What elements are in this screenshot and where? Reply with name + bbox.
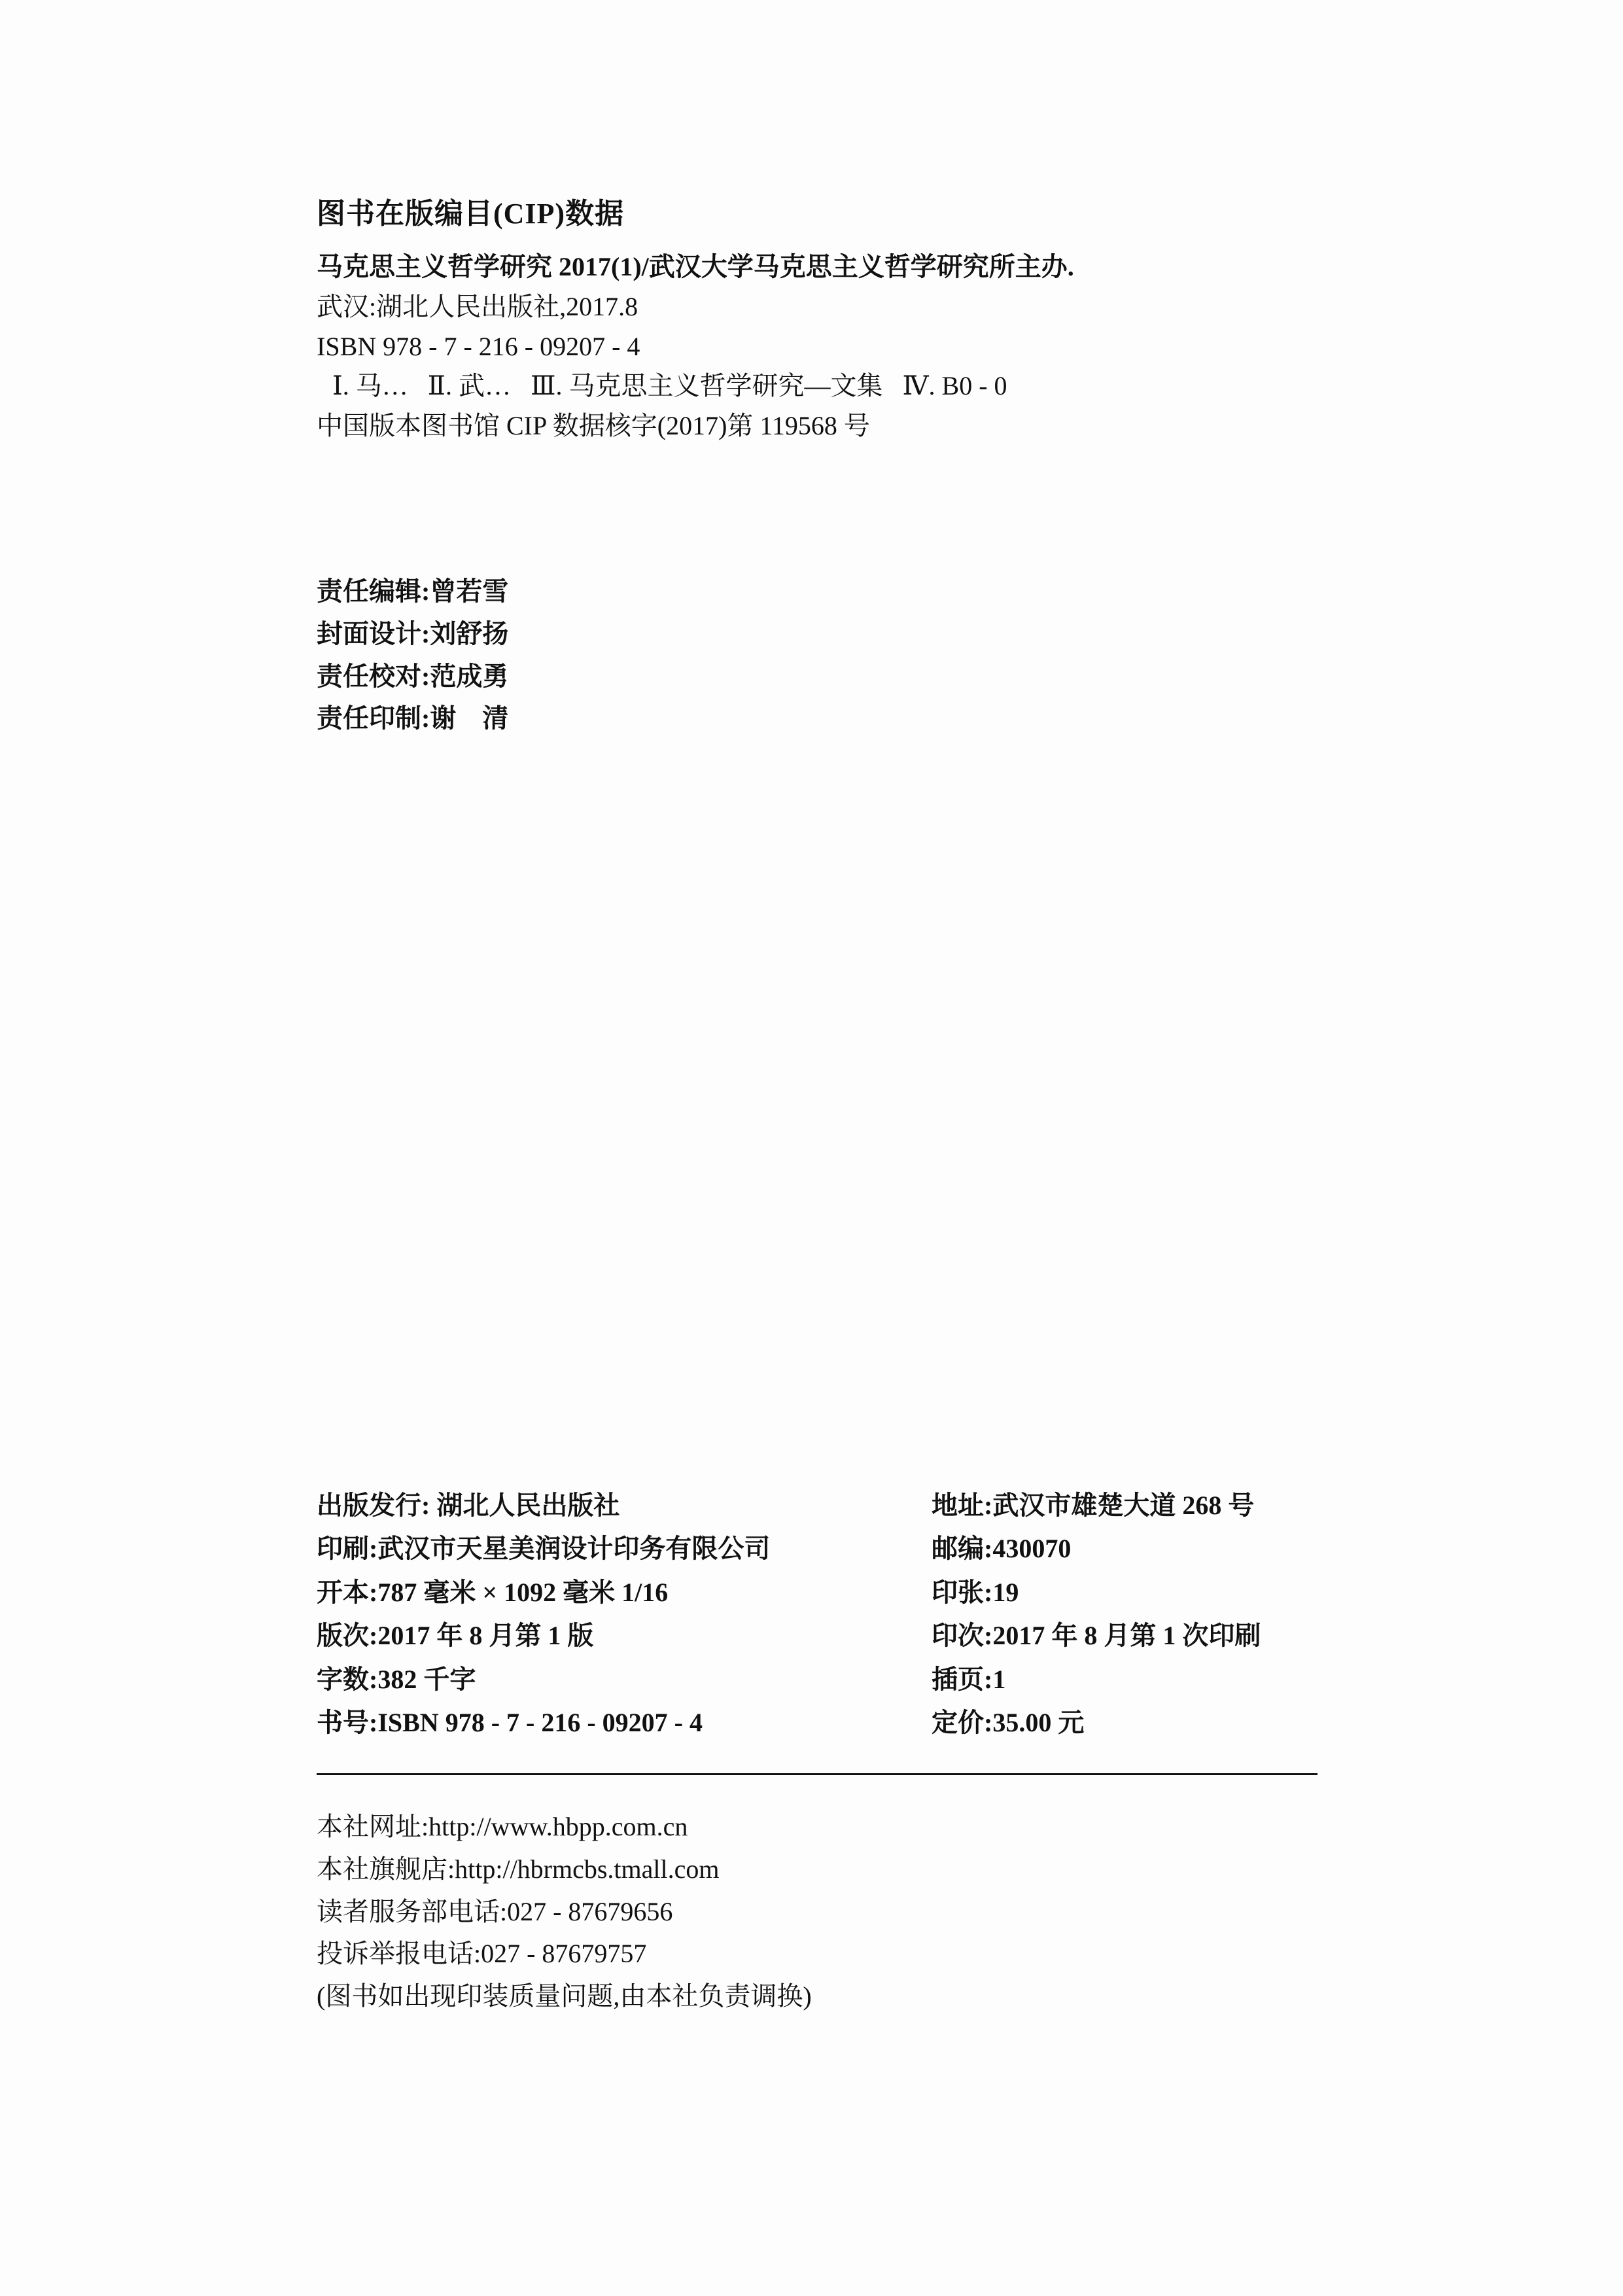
imprint-sheets: 印张:19 — [932, 1577, 1019, 1607]
cip-line-classification: Ⅰ. 马… Ⅱ. 武… Ⅲ. 马克思主义哲学研究—文集 Ⅳ. B0 - 0 — [332, 371, 1007, 401]
imprint-word-count: 字数:382 千字 — [317, 1664, 476, 1694]
contact-complaint-phone: 投诉举报电话:027 - 87679757 — [317, 1939, 647, 1969]
staff-proofreader: 责任校对:范成勇 — [317, 661, 509, 691]
imprint-row — [317, 1484, 1318, 1527]
cip-heading: 图书在版编目(CIP)数据 — [317, 198, 625, 230]
imprint-edition: 版次:2017 年 8 月第 1 版 — [317, 1621, 594, 1651]
imprint-inserts: 插页:1 — [932, 1664, 1006, 1694]
imprint-address: 地址:武汉市雄楚大道 268 号 — [932, 1491, 1255, 1520]
contact-quality-notice: (图书如出现印装质量问题,由本社负责调换) — [317, 1981, 812, 2011]
imprint-printer: 印刷:武汉市天星美润设计印务有限公司 — [317, 1534, 771, 1564]
imprint-price: 定价:35.00 元 — [932, 1707, 1085, 1737]
imprint-publisher: 出版发行: 湖北人民出版社 — [317, 1491, 620, 1520]
cip-block — [317, 190, 1376, 446]
staff-cover-designer: 封面设计:刘舒扬 — [317, 618, 509, 648]
cip-line-isbn: ISBN 978 - 7 - 216 - 09207 - 4 — [317, 331, 640, 361]
cip-line-publisher: 武汉:湖北人民出版社,2017.8 — [317, 291, 638, 321]
staff-production-supervisor: 责任印制:谢 清 — [317, 703, 509, 733]
imprint-book-number: 书号:ISBN 978 - 7 - 216 - 09207 - 4 — [317, 1707, 703, 1737]
imprint-table — [317, 1484, 1318, 1744]
imprint-postcode: 邮编:430070 — [932, 1534, 1072, 1564]
contact-website: 本社网址:http://www.hbpp.com.cn — [317, 1812, 688, 1841]
staff-block — [317, 571, 1102, 740]
contact-block — [317, 1806, 1318, 2018]
imprint-row — [317, 1527, 1318, 1570]
imprint-row — [317, 1571, 1318, 1614]
imprint-printing: 印次:2017 年 8 月第 1 次印刷 — [932, 1621, 1261, 1651]
imprint-row — [317, 1614, 1318, 1657]
contact-reader-service-phone: 读者服务部电话:027 - 87679656 — [317, 1896, 673, 1926]
cip-line-cip-number: 中国版本图书馆 CIP 数据核字(2017)第 119568 号 — [317, 411, 870, 441]
staff-responsible-editor: 责任编辑:曾若雪 — [317, 576, 509, 606]
imprint-row — [317, 1658, 1318, 1701]
imprint-row — [317, 1701, 1318, 1744]
cip-line-title: 马克思主义哲学研究 2017(1)/武汉大学马克思主义哲学研究所主办. — [317, 252, 1074, 281]
contact-flagship-store: 本社旗舰店:http://hbrmcbs.tmall.com — [317, 1854, 720, 1884]
horizontal-divider — [317, 1773, 1318, 1775]
imprint-format: 开本:787 毫米 × 1092 毫米 1/16 — [317, 1577, 669, 1607]
